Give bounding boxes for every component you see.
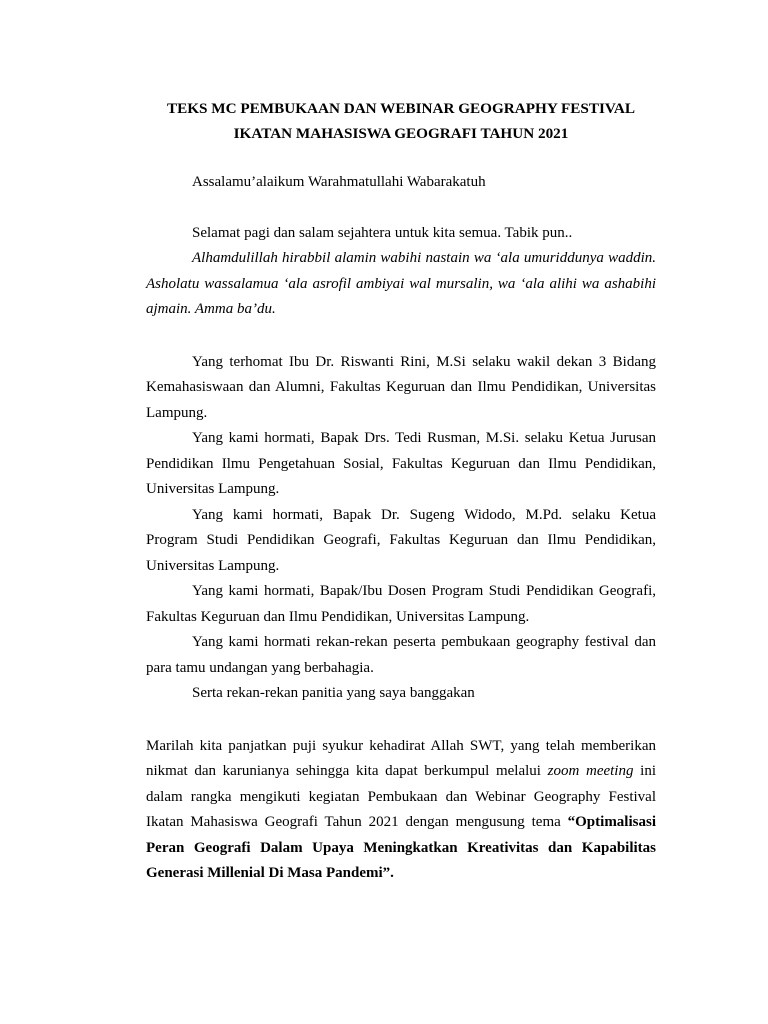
title-line-1: TEKS MC PEMBUKAAN DAN WEBINAR GEOGRAPHY FESTIVAL bbox=[166, 100, 636, 117]
honorifics-list bbox=[146, 350, 656, 707]
closing-paragraph bbox=[146, 734, 656, 887]
closing-zoom-meeting: zoom meeting bbox=[547, 763, 634, 779]
opening-prayer-paragraph: Alhamdulillah hirabbil alamin wabihi nastain wa ‘ala umuriddunya waddin. Asholatu wassalamua ‘ala asrofil ambiyai wal mursalin, wa ‘ala alihi wa ashabihi ajmain. Amma ba’du. bbox=[146, 250, 656, 317]
honorific-item: Yang kami hormati, Bapak/Ibu Dosen Program Studi Pendidikan Geografi, Fakultas Keguruan dan Ilmu Pendidikan, Universitas Lampung. bbox=[146, 583, 656, 625]
title-line-2: IKATAN MAHASISWA GEOGRAFI TAHUN 2021 bbox=[233, 125, 569, 142]
honorific-item: Yang kami hormati, Bapak Drs. Tedi Rusman, M.Si. selaku Ketua Jurusan Pendidikan Ilmu Pengetahuan Sosial, Fakultas Keguruan dan Ilmu Pendidikan, Universitas Lampung. bbox=[146, 430, 656, 497]
opening-plain-line: Selamat pagi dan salam sejahtera untuk kita semua. Tabik pun.. bbox=[192, 224, 573, 241]
honorific-item: Yang kami hormati rekan-rekan peserta pembukaan geography festival dan para tamu undangan yang berbahagia. bbox=[146, 634, 656, 676]
document-title bbox=[146, 96, 656, 146]
greeting-paragraph: Assalamu’alaikum Warahmatullahi Wabarakatuh bbox=[192, 174, 486, 190]
honorific-item: Serta rekan-rekan panitia yang saya banggakan bbox=[192, 685, 475, 701]
closing-text-part-2: ini dalam rangka mengikuti kegiatan Pembukaan dan Webinar Geography Festival Ikatan Mahasiswa Geografi Tahun 2021 dengan mengusung tema bbox=[146, 763, 656, 830]
honorific-item: Yang kami hormati, Bapak Dr. Sugeng Widodo, M.Pd. selaku Ketua Program Studi Pendidikan Geografi, Fakultas Keguruan dan Ilmu Pendidikan, Universitas Lampung. bbox=[146, 506, 656, 574]
honorific-item: Yang terhomat Ibu Dr. Riswanti Rini, M.Si selaku wakil dekan 3 Bidang Kemahasiswaan dan Alumni, Fakultas Keguruan dan Ilmu Pendidikan, Universitas Lampung. bbox=[146, 353, 656, 421]
closing-text-part-1: Marilah kita panjatkan puji syukur kehadirat Allah SWT, yang telah memberikan nikmat dan karunianya sehingga kita dapat berkumpul melalui bbox=[146, 737, 656, 779]
closing-theme: “Optimalisasi Peran Geografi Dalam Upaya Meningkatkan Kreativitas dan Kapabilitas Generasi Millenial Di Masa Pandemi”. bbox=[146, 814, 656, 881]
